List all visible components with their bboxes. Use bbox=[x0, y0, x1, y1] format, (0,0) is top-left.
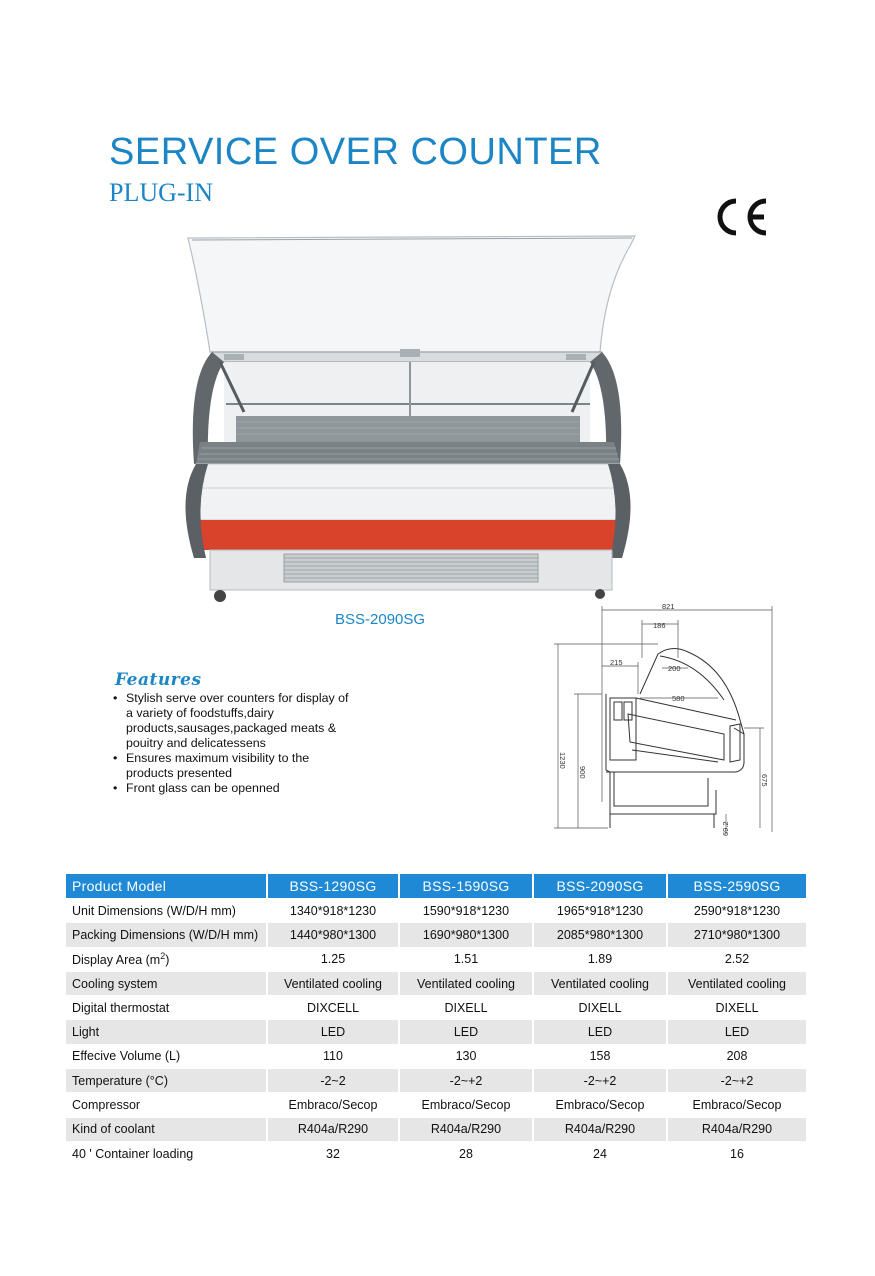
dimension-drawing bbox=[548, 602, 778, 852]
row-label: Effecive Volume (L) bbox=[66, 1044, 266, 1068]
cell: Embraco/Secop bbox=[666, 1092, 806, 1116]
cell: 1690*980*1300 bbox=[398, 922, 532, 946]
table-row bbox=[66, 922, 806, 946]
table-header-row bbox=[66, 874, 806, 898]
cell: R404a/R290 bbox=[398, 1117, 532, 1141]
cell: Embraco/Secop bbox=[532, 1092, 666, 1116]
cell: DIXELL bbox=[398, 995, 532, 1019]
cell: 208 bbox=[666, 1044, 806, 1068]
row-label: Cooling system bbox=[66, 971, 266, 995]
table-row bbox=[66, 1092, 806, 1116]
table-row bbox=[66, 995, 806, 1019]
cell: R404a/R290 bbox=[666, 1117, 806, 1141]
cell: LED bbox=[266, 1019, 398, 1043]
dim-821-label: 821 bbox=[662, 602, 675, 611]
bullet-icon: • bbox=[113, 781, 118, 795]
row-label: Temperature (°C) bbox=[66, 1068, 266, 1092]
table-row bbox=[66, 1019, 806, 1043]
cell: 1590*918*1230 bbox=[398, 898, 532, 922]
header-product-model: Product Model bbox=[66, 874, 266, 898]
cell: 1965*918*1230 bbox=[532, 898, 666, 922]
feature-item bbox=[113, 751, 353, 781]
cell: Embraco/Secop bbox=[266, 1092, 398, 1116]
header-model-1: BSS-1290SG bbox=[266, 874, 398, 898]
bullet-icon: • bbox=[113, 751, 118, 765]
row-label: Compressor bbox=[66, 1092, 266, 1116]
table-row bbox=[66, 1141, 806, 1165]
cell: LED bbox=[666, 1019, 806, 1043]
cell: 16 bbox=[666, 1141, 806, 1165]
cell: 1.51 bbox=[398, 947, 532, 971]
header-model-2: BSS-1590SG bbox=[398, 874, 532, 898]
features-list bbox=[113, 691, 353, 796]
cell: 2710*980*1300 bbox=[666, 922, 806, 946]
cell: 158 bbox=[532, 1044, 666, 1068]
row-label: Kind of coolant bbox=[66, 1117, 266, 1141]
cell: DIXELL bbox=[532, 995, 666, 1019]
dim-900-label: 900 bbox=[578, 766, 587, 779]
feature-text: Front glass can be openned bbox=[126, 781, 280, 795]
row-label: 40 ' Container loading bbox=[66, 1141, 266, 1165]
dim-675-label: 675 bbox=[760, 774, 769, 787]
cell: LED bbox=[532, 1019, 666, 1043]
cell: LED bbox=[398, 1019, 532, 1043]
dim-186-label: 186 bbox=[653, 621, 666, 630]
cell: 130 bbox=[398, 1044, 532, 1068]
ce-mark-icon bbox=[712, 195, 770, 239]
feature-text: Stylish serve over counters for display of a variety of foodstuffs,dairy products,sausages,packaged meats & pouitry and delicatessens bbox=[126, 691, 349, 750]
cell: 32 bbox=[266, 1141, 398, 1165]
dim-215-label: 215 bbox=[610, 658, 623, 667]
feature-text: Ensures maximum visibility to the products presented bbox=[126, 751, 310, 780]
row-label: Packing Dimensions (W/D/H mm) bbox=[66, 922, 266, 946]
dim-1230-label: 1230 bbox=[558, 752, 567, 769]
cell: Ventilated cooling bbox=[666, 971, 806, 995]
dim-69-label: 69.2 bbox=[721, 821, 730, 836]
feature-item bbox=[113, 781, 353, 796]
page-subtitle: PLUG-IN bbox=[109, 178, 213, 207]
cell: 110 bbox=[266, 1044, 398, 1068]
table-row bbox=[66, 971, 806, 995]
header-model-3: BSS-2090SG bbox=[532, 874, 666, 898]
service-counter-product-image bbox=[180, 228, 650, 610]
row-label: Digital thermostat bbox=[66, 995, 266, 1019]
product-model-caption: BSS-2090SG bbox=[335, 611, 426, 628]
bullet-icon: • bbox=[113, 691, 118, 705]
table-row bbox=[66, 898, 806, 922]
cell: DIXELL bbox=[666, 995, 806, 1019]
row-label-superscript: 2 bbox=[160, 951, 166, 962]
table-row bbox=[66, 1117, 806, 1141]
specification-table bbox=[66, 874, 806, 1165]
row-label bbox=[66, 947, 266, 971]
cell: DIXCELL bbox=[266, 995, 398, 1019]
dim-200-label: 200 bbox=[668, 664, 681, 673]
cell: -2~+2 bbox=[532, 1068, 666, 1092]
header-model-4: BSS-2590SG bbox=[666, 874, 806, 898]
cell: -2~2 bbox=[266, 1068, 398, 1092]
cell: R404a/R290 bbox=[266, 1117, 398, 1141]
cell: R404a/R290 bbox=[532, 1117, 666, 1141]
row-label-text: Display Area (m bbox=[72, 953, 161, 968]
table-row bbox=[66, 947, 806, 971]
cell: 1340*918*1230 bbox=[266, 898, 398, 922]
cell: 1.25 bbox=[266, 947, 398, 971]
cell: 24 bbox=[532, 1141, 666, 1165]
table-row bbox=[66, 1044, 806, 1068]
cell: -2~+2 bbox=[398, 1068, 532, 1092]
table-row bbox=[66, 1068, 806, 1092]
cell: Embraco/Secop bbox=[398, 1092, 532, 1116]
cell: Ventilated cooling bbox=[266, 971, 398, 995]
dim-580-label: 580 bbox=[672, 694, 685, 703]
cell: 1.89 bbox=[532, 947, 666, 971]
page-title: SERVICE OVER COUNTER bbox=[109, 131, 602, 173]
cell: Ventilated cooling bbox=[398, 971, 532, 995]
cell: 2.52 bbox=[666, 947, 806, 971]
feature-item bbox=[113, 691, 353, 751]
row-label: Unit Dimensions (W/D/H mm) bbox=[66, 898, 266, 922]
cell: 2590*918*1230 bbox=[666, 898, 806, 922]
cell: -2~+2 bbox=[666, 1068, 806, 1092]
cell: 2085*980*1300 bbox=[532, 922, 666, 946]
row-label: Light bbox=[66, 1019, 266, 1043]
cell: 1440*980*1300 bbox=[266, 922, 398, 946]
row-label-end: ) bbox=[165, 953, 170, 968]
features-title: Features bbox=[115, 670, 202, 690]
cell: Ventilated cooling bbox=[532, 971, 666, 995]
cell: 28 bbox=[398, 1141, 532, 1165]
